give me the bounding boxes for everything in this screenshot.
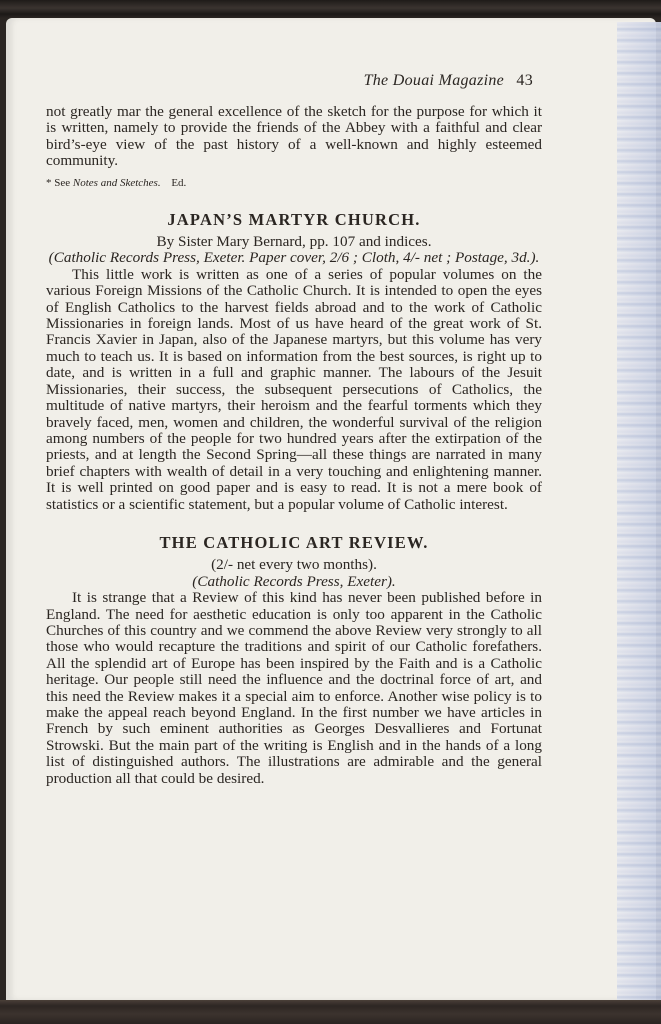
footnote-editor: Ed. xyxy=(171,176,187,189)
footnote-marker: * See xyxy=(46,176,71,189)
footnote-title: Notes and Sketches. xyxy=(72,176,161,189)
footnote xyxy=(46,176,542,190)
page-body xyxy=(46,104,542,787)
page-number: 43 xyxy=(516,72,533,89)
page-edges xyxy=(617,22,661,1002)
review1-heading: JAPAN’S MARTYR CHURCH. xyxy=(167,209,421,229)
review1-byline: By Sister Mary Bernard, pp. 107 and indices. xyxy=(156,233,432,251)
review2-heading: THE CATHOLIC ART REVIEW. xyxy=(159,532,429,552)
review1-body: This little work is written as one of a series of popular volumes on the various Foreign Missions of the Catholic Church. It is intended to open the eyes of English Catholics to the harvest fields abroad and to the work of Catholic Missionaries in foreign lands. Most of us have heard of the great work of St. Francis Xavier in Japan, also of the Japanese martyrs, but this volume has very much to teach us. It is based on information from the best sources, is right up to date, and is written in a full and graphic manner. The labours of the Jesuit Missionaries, their success, the subsequent persecutions of Catholics, the multitude of native martyrs, their heroism and the fearful torments which they bravely faced, men, women and children, the wonderful survival of the religion among numbers of the people for two hundred years after the extirpation of the priests, and at length the Second Spring—all these things are narrated in many brief chapters with wealth of detail in a very touching and enlightening manner. It is well printed on good paper and is easy to read. It is not a mere book of statistics or a scientific statement, but a popular volume of Catholic interest. xyxy=(46,265,542,513)
running-title: The Douai Magazine xyxy=(363,72,505,89)
intro-paragraph: not greatly mar the general excellence of the sketch for the purpose for which it is written, namely to provide the friends of the Abbey with a faithful and clear bird’s-eye view of the past history of a well-known and highly esteemed community. xyxy=(46,103,542,170)
review2-price: (2/- net every two months). xyxy=(211,556,377,574)
review1-publication: (Catholic Records Press, Exeter. Paper cover, 2/6 ; Cloth, 4/- net ; Postage, 3d.). xyxy=(48,249,540,267)
review2-body: It is strange that a Review of this kind has never been published before in England. The need for aesthetic education is only too apparent in the Catholic Churches of this country and we commend the above Review very strongly to all those who would recapture the traditions and spirit of our Catholic forefathers. All the splendid art of Europe has been inspired by the Faith and is a Catholic heritage. Our people still need the influence and the doctrinal force of art, and this need the Review makes it a special aim to enforce. Another wise policy is to make the appeal reach beyond England. In the first number we have articles in French by such eminent authorities as Georges Desvallieres and Fortunat Strowski. But the main part of the writing is English and in the hands of a long list of distinguished authors. The illustrations are admirable and the general production all that could be desired. xyxy=(46,589,542,787)
running-header xyxy=(364,72,533,90)
book-binding-edge xyxy=(0,1000,661,1024)
review2-publisher: (Catholic Records Press, Exeter). xyxy=(192,572,396,590)
